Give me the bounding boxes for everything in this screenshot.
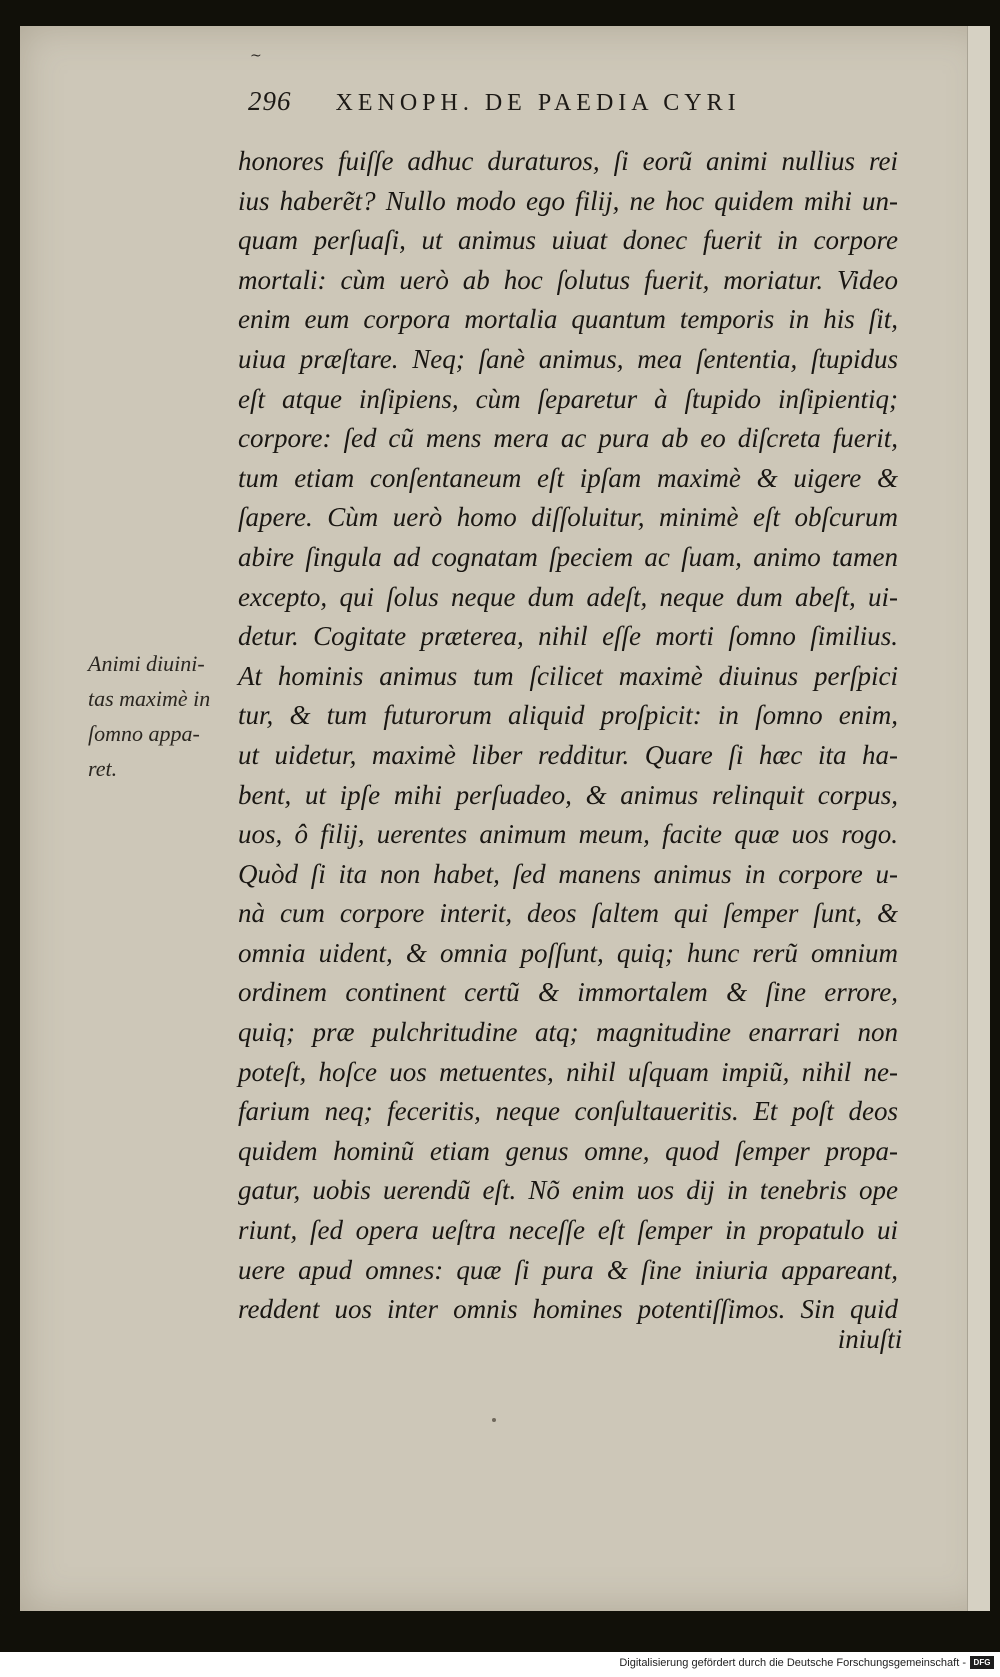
text-line: At hominis animus tum ſcilicet maximè diuinus perſpici bbox=[238, 660, 898, 691]
text-line: ut uidetur, maximè liber redditur. Quare ſi hæc ita ha- bbox=[238, 739, 898, 770]
page-edge bbox=[967, 26, 990, 1611]
text-line: uere apud omnes: quæ ſi pura & ſine iniuria appareant, bbox=[238, 1254, 898, 1285]
text-line: eſt atque inſipiens, cùm ſeparetur à ſtupido inſipientiq; bbox=[238, 383, 898, 414]
text-line: excepto, qui ſolus neque dum adeſt, neque dum abeſt, ui- bbox=[238, 581, 898, 612]
text-line: reddent uos inter omnis homines potentiſſimos. Sin quid bbox=[238, 1294, 898, 1325]
text-line: abire ſingula ad cognatam ſpeciem ac ſuam, animo tamen bbox=[238, 541, 898, 572]
text-line: ordinem continent certũ & immortalem & ſine errore, bbox=[238, 977, 898, 1008]
page-number: 296 bbox=[248, 86, 292, 116]
marginal-note bbox=[88, 646, 248, 786]
text-line: ſapere. Cùm uerò homo diſſoluitur, minimè eſt obſcurum bbox=[238, 502, 898, 533]
text-line: nà cum corpore interit, deos ſaltem qui ſemper ſunt, & bbox=[238, 898, 898, 929]
text-line: uiua præſtare. Neq; ſanè animus, mea ſententia, ſtupidus bbox=[238, 343, 898, 374]
marginal-note-line: Animi diuini- bbox=[88, 651, 205, 676]
text-line: uos, ô filij, uerentes animum meum, facite quæ uos rogo. bbox=[238, 819, 898, 850]
text-line: quam perſuaſi, ut animus uiuat donec fuerit in corpore bbox=[238, 225, 898, 256]
text-line: tum etiam conſentaneum eſt ipſam maximè & uigere & bbox=[238, 462, 898, 493]
running-title: XENOPH. DE PAEDIA CYRI bbox=[335, 90, 741, 116]
text-line: detur. Cogitate præterea, nihil eſſe morti ſomno ſimilius. bbox=[238, 621, 898, 652]
page-speck bbox=[492, 1418, 496, 1422]
text-line: Quòd ſi ita non habet, ſed manens animus in corpore u- bbox=[238, 858, 898, 889]
running-head bbox=[248, 86, 848, 117]
text-line: quiq; præ pulchritudine atq; magnitudine enarrari non bbox=[238, 1017, 898, 1048]
text-line: mortali: cùm uerò ab hoc ſolutus fuerit, moriatur. Video bbox=[238, 264, 898, 295]
text-line: farium neq; feceritis, neque conſultaueritis. Et poſt deos bbox=[238, 1096, 898, 1127]
text-line: bent, ut ipſe mihi perſuadeo, & animus relinquit corpus, bbox=[238, 779, 898, 810]
text-line: tur, & tum futurorum aliquid proſpicit: in ſomno enim, bbox=[238, 700, 898, 731]
text-line: poteſt, hoſce uos metuentes, nihil uſquam impiũ, nihil ne- bbox=[238, 1056, 898, 1087]
dfg-logo: DFG bbox=[970, 1656, 994, 1669]
text-line: quidem hominũ etiam genus omne, quod ſemper propa- bbox=[238, 1135, 898, 1166]
marginal-note-line: tas maximè in bbox=[88, 686, 211, 711]
marginal-note-line: ret. bbox=[88, 756, 118, 781]
body-text bbox=[238, 142, 898, 1330]
text-line: honores fuiſſe adhuc duraturos, ſi eorũ animi nullius rei bbox=[238, 146, 898, 176]
catchword: iniuſti bbox=[837, 1324, 903, 1354]
text-line: omnia uident, & omnia poſſunt, quiq; hunc rerũ omnium bbox=[238, 937, 898, 968]
ornament-mark: ~ bbox=[250, 48, 262, 64]
text-line: gatur, uobis uerendũ eſt. Nõ enim uos dij in tenebris ope bbox=[238, 1175, 898, 1206]
text-line: enim eum corpora mortalia quantum temporis in his ſit, bbox=[238, 304, 898, 335]
text-line: riunt, ſed opera ueſtra neceſſe eſt ſemper in propatulo ui bbox=[238, 1215, 898, 1246]
marginal-note-line: ſomno appa- bbox=[88, 721, 200, 746]
footer-credit: Digitalisierung gefördert durch die Deutsche Forschungsgemeinschaft - bbox=[619, 1657, 966, 1669]
text-line: corpore: ſed cũ mens mera ac pura ab eo diſcreta fuerit, bbox=[238, 423, 898, 454]
text-line: ius haberẽt? Nullo modo ego filij, ne hoc quidem mihi un- bbox=[238, 185, 898, 216]
